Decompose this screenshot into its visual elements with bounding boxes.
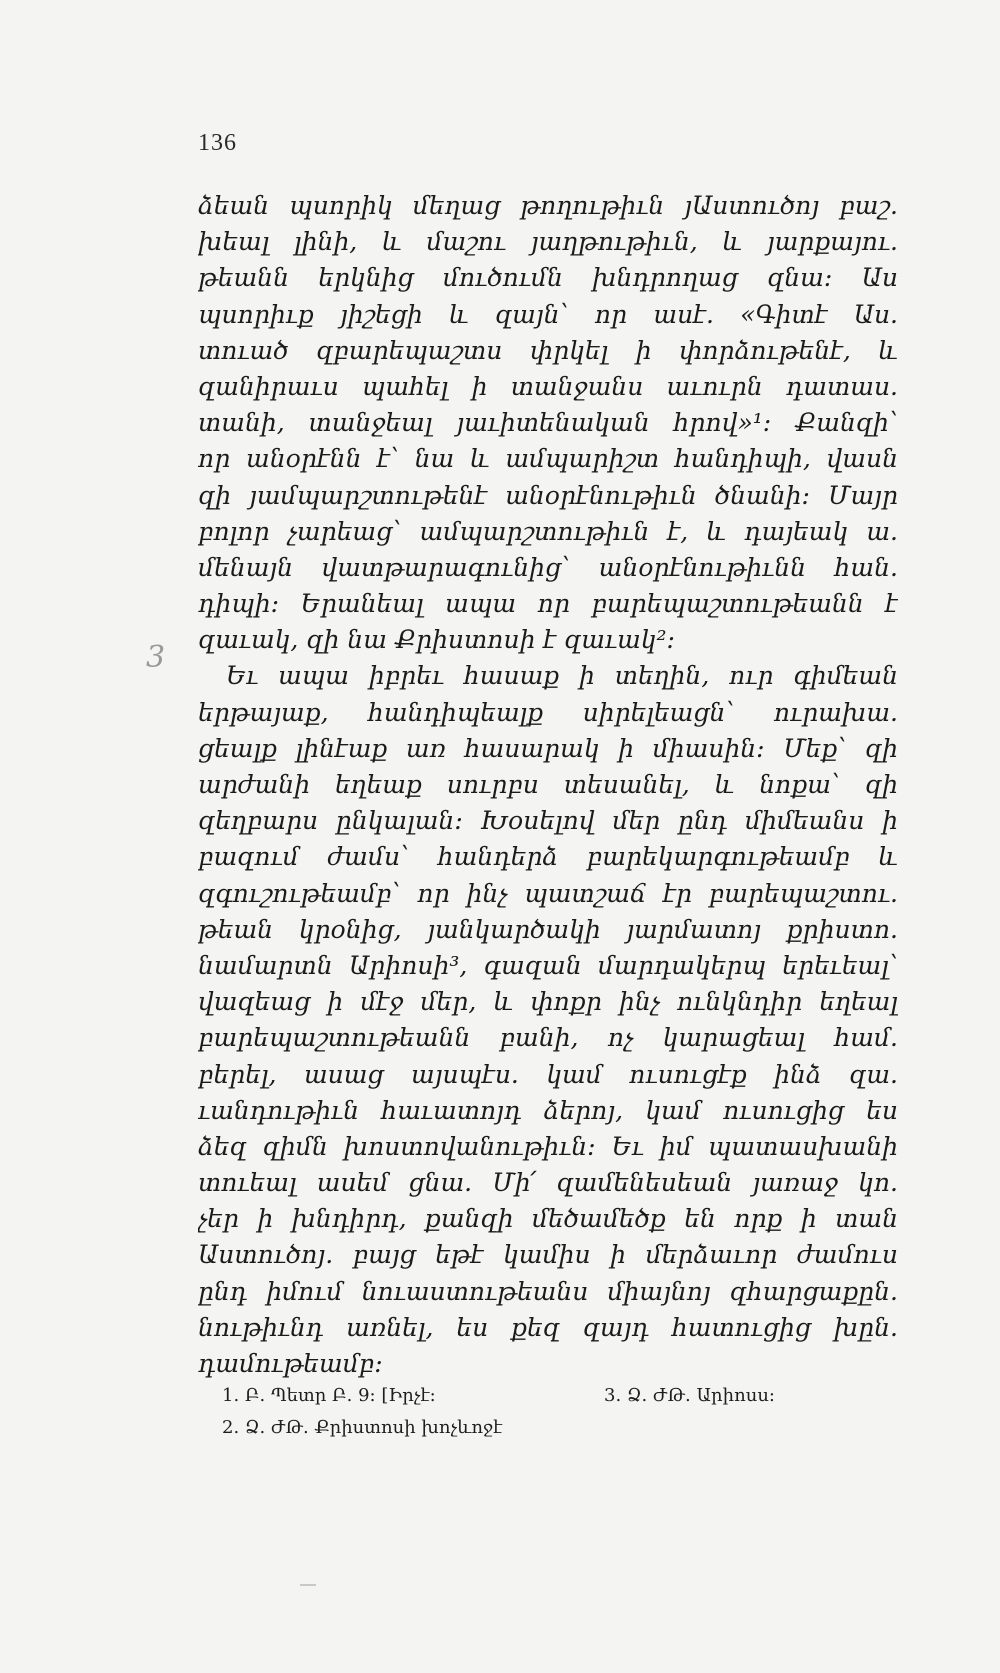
page-number: 136: [198, 130, 237, 156]
text-line: տանի, տանջեալ յաւիտենական հրով»¹։ Քանզի՝: [198, 408, 898, 438]
text-line: ընդ իմում նուաստութեանս միայնոյ զհարցաքըն.: [198, 1276, 898, 1306]
margin-pencil-mark: 3: [146, 640, 166, 675]
text-line: խեալ լինի, և մաշու յաղթութիւն, և յարքայու.: [198, 227, 898, 257]
text-line: դիպի։ Երանեալ ապա որ բարեպաշտութեանն է: [198, 589, 898, 619]
text-line: զաւակ, զի նա Քրիստոսի է զաւակ²։: [198, 625, 676, 655]
footnote-3: 3. Ձ. ԺԹ. Արիոսս։: [604, 1385, 776, 1406]
text-line: բարեպաշտութեանն բանի, ոչ կարացեալ համ.: [198, 1023, 898, 1053]
text-line: թեան կրօնից, յանկարծակի յարմատոյ քրիստո.: [198, 914, 898, 944]
text-line: զեղբարս ընկալան։ Խօսելով մեր ընդ միմեանս ի: [198, 806, 898, 836]
text-line: ձեան պսորիկ մեղաց թողութիւն յԱստուծոյ բաշ.: [198, 191, 898, 220]
footnotes: [222, 1380, 922, 1444]
bottom-smudge: [300, 1584, 316, 1586]
text-line: տուած զբարեպաշտս փրկել ի փորձութենէ, և: [198, 335, 898, 365]
text-line: բերել, ասաց այսպէս. կամ ուսուցէք ինձ զա.: [198, 1059, 898, 1089]
text-line: Աստուծոյ. բայց եթէ կամիս ի մերձաւոր ժամուս: [198, 1240, 898, 1270]
footnote-row: [222, 1412, 922, 1444]
footnote-row: [222, 1380, 922, 1412]
text-line: երթայաք, հանդիպեալք սիրելեացն՝ ուրախա.: [198, 697, 898, 727]
text-line: նամարտն Արիոսի³, գազան մարդակերպ երեւեալ՝: [198, 950, 898, 980]
text-line: բազում ժամս՝ հանդերձ բարեկարգութեամբ և: [198, 842, 898, 872]
text-line: ցեալք լինէաք առ հասարակ ի միասին։ Մեք՝ զի: [198, 733, 898, 763]
text-line: թեանն երկնից մուծումն խնդրողաց զնա։ Աս: [198, 263, 898, 293]
text-line: չեր ի խնդիրդ, քանզի մեծամեծք են որք ի տան: [198, 1204, 898, 1234]
text-line: պսորիւք յիշեցի և զայն՝ որ ասէ. «Գիտէ Աս.: [198, 299, 898, 329]
text-line: զգուշութեամբ՝ որ ինչ պատշաճ էր բարեպաշտու.: [198, 878, 898, 908]
footnote-2: 2. Ձ. ԺԹ. Քրիստոսի խոչևոջէ: [222, 1417, 503, 1438]
text-line: նութիւնդ առնել, ես քեզ զայդ հատուցից խըն.: [198, 1312, 898, 1342]
text-line: դամութեամբ։: [198, 1349, 383, 1378]
text-line: բոլոր չարեաց՝ ամպարշտութիւն է, և դայեակ ա.: [198, 516, 898, 546]
text-line: զի յամպարշտութենէ անօրէնութիւն ծնանի։ Մայր: [198, 480, 898, 510]
text-line: արժանի եղեաք սուրբս տեսանել, և նոքա՝ զի: [198, 770, 898, 799]
text-line: որ անօրէնն է՝ նա և ամպարիշտ հանդիպի, վասն: [198, 444, 898, 474]
text-line: մենայն վատթարագունից՝ անօրէնութիւնն հան.: [198, 552, 898, 582]
text-line: ձեզ զիմն խոստովանութիւն։ Եւ իմ պատասխանի: [198, 1131, 898, 1161]
text-line: ւանդութիւն հաւատոյդ ձերոյ, կամ ուսուցից ես: [198, 1095, 898, 1125]
body-text: [198, 188, 898, 1382]
text-line: վազեաց ի մէջ մեր, և փոքր ինչ ունկնդիր եղեալ: [198, 987, 898, 1017]
text-line: Եւ ապա իբրեւ հասաք ի տեղին, ուր գիմեան: [226, 661, 898, 691]
text-line: զանիրաւս պահել ի տանջանս աւուրն դատաս.: [198, 371, 898, 401]
footnote-1: 1. Բ. Պետր Բ. 9։ [Իրչէ։: [222, 1385, 436, 1406]
text-line: տուեալ ասեմ ցնա. Մի՛ զամենեսեան յառաջ կո.: [198, 1168, 898, 1198]
